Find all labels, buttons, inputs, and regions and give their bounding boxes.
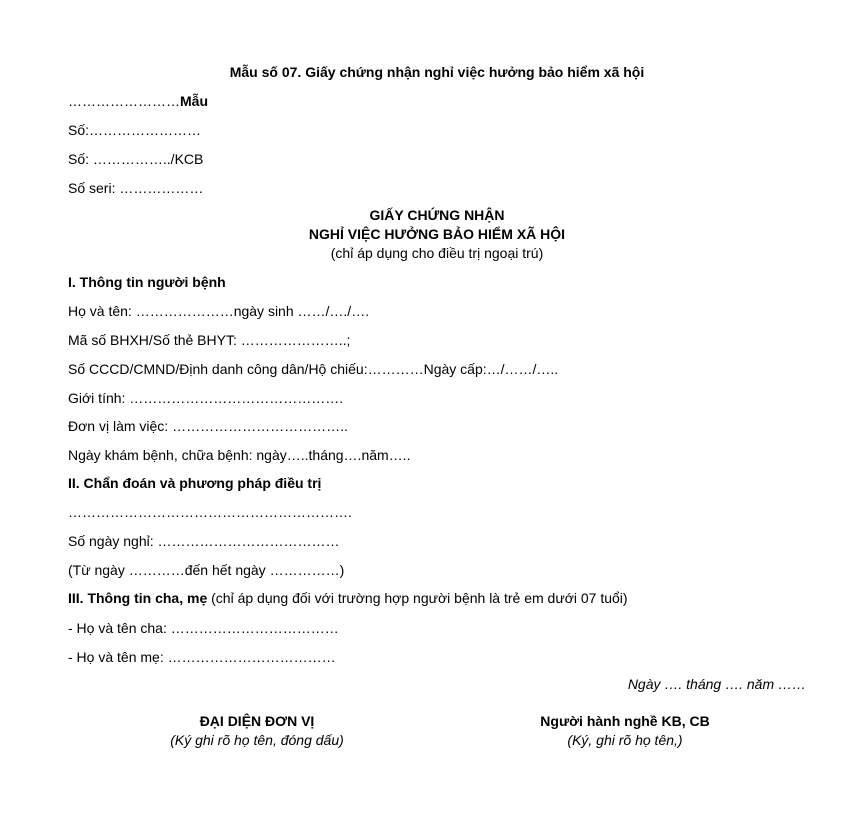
section2-heading: II. Chẩn đoán và phương pháp điều trị bbox=[68, 475, 322, 491]
ngay-kham-line: Ngày khám bệnh, chữa bệnh: ngày…..tháng….năm….. bbox=[68, 447, 411, 463]
cert-subtitle: (chỉ áp dụng cho điều trị ngoại trú) bbox=[330, 245, 544, 261]
section3-heading-line bbox=[68, 589, 628, 607]
don-vi-line: Đơn vị làm việc: ……………………………….. bbox=[68, 418, 348, 434]
so-line-1: Số:…………………… bbox=[68, 122, 202, 138]
cccd-line: Số CCCD/CMND/Định danh công dân/Hộ chiếu:…………Ngày cấp:…/……/….. bbox=[68, 361, 559, 377]
right-signature-note: (Ký, ghi rõ họ tên,) bbox=[567, 732, 683, 748]
so-ngay-nghi-line: Số ngày nghỉ: ………………………………… bbox=[68, 533, 340, 549]
right-signature-title: Người hành nghề KB, CB bbox=[540, 713, 710, 729]
section3-note: (chỉ áp dụng đối với trường hợp người bệnh là trẻ em dưới 07 tuổi) bbox=[207, 590, 628, 606]
cert-title-1: GIẤY CHỨNG NHẬN bbox=[369, 207, 505, 223]
ma-so-bhxh-line: Mã số BHXH/Số thẻ BHYT: …………………..; bbox=[68, 332, 351, 348]
cert-title-2: NGHỈ VIỆC HƯỞNG BẢO HIỂM XÃ HỘI bbox=[308, 226, 566, 242]
section1-heading: I. Thông tin người bệnh bbox=[68, 274, 226, 290]
ho-ten-cha-line: - Họ và tên cha: ……………………………… bbox=[68, 620, 339, 636]
tu-ngay-line: (Từ ngày …………đến hết ngày ……………) bbox=[68, 562, 345, 578]
date-line: Ngày …. tháng …. năm …… bbox=[627, 676, 806, 692]
form-title: Mẫu số 07. Giấy chứng nhận nghỉ việc hưởng bảo hiểm xã hội bbox=[229, 64, 645, 80]
so-line-2: Số: ……………../KCB bbox=[68, 151, 204, 167]
section3-heading: III. Thông tin cha, mẹ bbox=[68, 590, 208, 606]
gioi-tinh-line: Giới tính: ………………………………………. bbox=[68, 390, 344, 406]
ho-ten-me-line: - Họ và tên mẹ: ……………………………… bbox=[68, 649, 336, 665]
mau-label: Mẫu bbox=[180, 93, 208, 109]
chan-doan-blank-line: ……………………………………………………. bbox=[68, 504, 352, 520]
ho-ten-line: Họ và tên: …………………ngày sinh ……/…./…. bbox=[68, 303, 370, 319]
left-signature-title: ĐẠI DIỆN ĐƠN VỊ bbox=[199, 713, 315, 729]
mau-line bbox=[68, 92, 208, 110]
mau-dots: …………………… bbox=[68, 93, 180, 109]
so-seri-line: Số seri: ……………… bbox=[68, 180, 204, 196]
left-signature-note: (Ký ghi rõ họ tên, đóng dấu) bbox=[170, 732, 344, 748]
